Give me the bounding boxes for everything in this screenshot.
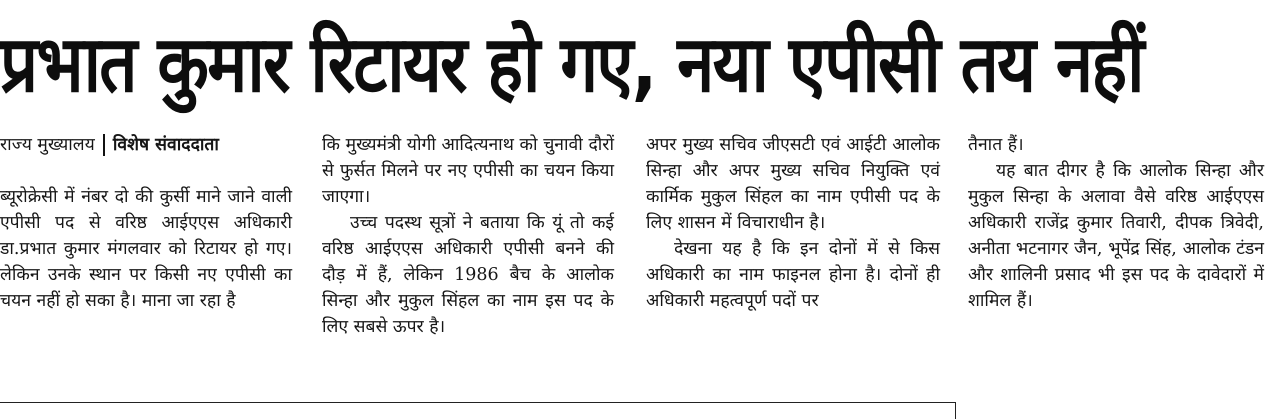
byline: [0, 132, 292, 158]
column-4: [968, 132, 1264, 314]
paragraph-2: कि मुख्यमंत्री योगी आदित्यनाथ को चुनावी दौरों से फुर्सत मिलने पर नए एपीसी का चयन किया जाएगा।: [322, 135, 614, 207]
paragraph-7: यह बात दीगर है कि आलोक सिन्हा और मुकुल सिन्हा के अलावा वैसे वरिष्ठ आईएएस अधिकारी राजेंद्र कुमार तिवारी, दीपक त्रिवेदी, अनीता भटनागर जैन, भूपेंद्र सिंह, आलोक टंडन और शालिनी प्रसाद भी इस पद के दावेदारों में शामिल हैं।: [968, 161, 1264, 311]
paragraph-4: अपर मुख्य सचिव जीएसटी एवं आईटी आलोक सिन्हा और अपर मुख्य सचिव नियुक्ति एवं कार्मिक मुकुल सिंहल का नाम एपीसी पद के लिए शासन में विचाराधीन है।: [646, 135, 940, 233]
paragraph-3: उच्च पदस्थ सूत्रों ने बताया कि यूं तो कई वरिष्ठ आईएएस अधिकारी एपीसी बनने की दौड़ में हैं, लेकिन 1986 बैच के आलोक सिन्हा और मुकुल सिंहल का नाम इस पद के लिए सबसे ऊपर है।: [322, 213, 614, 337]
byline-location: राज्य मुख्यालय: [0, 135, 95, 155]
paragraph-1: ब्यूरोक्रेसी में नंबर दो की कुर्सी माने जाने वाली एपीसी पद से वरिष्ठ आईएएस अधिकारी डा.प्रभात कुमार मंगलवार को रिटायर हो गए। लेकिन उनके स्थान पर किसी नए एपीसी का चयन नहीं हो सका है। माना जा रहा है: [0, 187, 292, 311]
paragraph-6: तैनात हैं।: [968, 135, 1024, 155]
column-2: [322, 132, 614, 340]
bottom-rule: [0, 402, 956, 419]
byline-author: विशेष संवाददाता: [112, 135, 219, 155]
paragraph-5: देखना यह है कि इन दोनों में से किस अधिकारी का नाम फाइनल होना है। दोनों ही अधिकारी महत्वपूर्ण पदों पर: [646, 239, 940, 311]
column-1: [0, 132, 292, 314]
column-3: [646, 132, 940, 314]
headline: [0, 10, 1275, 125]
byline-separator: [103, 134, 105, 156]
headline-text: प्रभात कुमार रिटायर हो गए, नया एपीसी तय नहीं: [0, 20, 1143, 110]
